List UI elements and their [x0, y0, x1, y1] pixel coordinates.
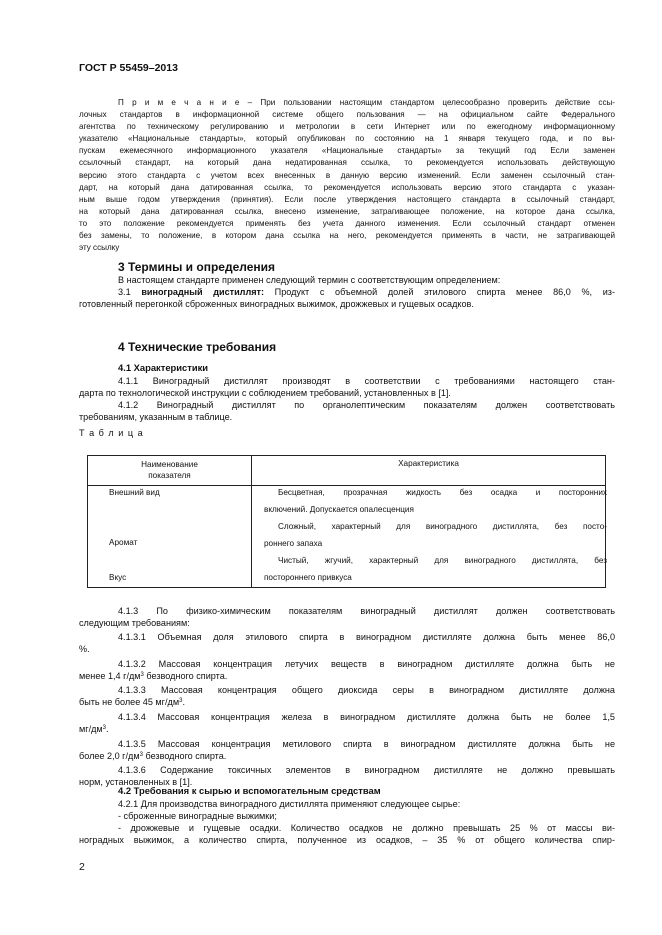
- table-caption: Т а б л и ц а: [79, 428, 144, 438]
- paragraph-line: 4.1.2 Виноградный дистиллят по органолептическим показателям должен соответствовать: [118, 400, 615, 410]
- term-definition-line: готовленный перегонкой сброженных виноградных выжимок, дрожжевых и гущевых осадков.: [79, 299, 474, 309]
- paragraph-line: %.: [79, 644, 90, 654]
- subsection-4-1-heading: 4.1 Характеристики: [118, 362, 209, 373]
- paragraph-line: 4.1.3.2 Массовая концентрация летучих веществ в виноградном дистилляте должна быть не: [118, 659, 615, 669]
- note-line: версию этого стандарта с учетом всех внесенных в данную версию изменений. Если заменен ссылочный стан-: [79, 170, 615, 180]
- characteristic-line: Чистый, жгучий, характерный для виноградного дистиллята, без: [278, 556, 607, 565]
- document-header: ГОСТ Р 55459–2013: [79, 62, 178, 74]
- indicator-name: Внешний вид: [109, 488, 160, 497]
- note-line: без замены, то положение, в котором дана ссылка на него, рекомендуется применять в части, не затрагивающей: [79, 231, 615, 241]
- characteristic-line: включений. Допускается опалесценция: [264, 505, 414, 514]
- list-item: - сброженные виноградные выжимки;: [118, 811, 277, 821]
- note-line: пускам ежемесячного информационного указателя «Национальные стандарты» за текущий год Если заменен: [79, 146, 615, 156]
- note-line: П р и м е ч а н и е – При пользовании настоящим стандартом целесообразно проверить действие ссы-: [118, 98, 615, 107]
- note-line: дарт, на который дана датированная ссылка, то рекомендуется использовать версию этого стандарта с указан-: [79, 182, 615, 192]
- paragraph-line: 4.1.3.1 Объемная доля этилового спирта в виноградном дистилляте должна быть менее 86,0: [118, 632, 615, 642]
- paragraph-line: $мг/дм^3$.: [79, 724, 109, 734]
- characteristic-line: постороннего привкуса: [264, 573, 352, 582]
- note-line: ным выше годом утверждения (принятия). Если после утверждения настоящего стандарта в ссылочный стандарт,: [79, 194, 615, 204]
- organoleptic-table: [87, 455, 606, 588]
- reference-note: [79, 97, 615, 254]
- note-line: на который дана датированная ссылка, внесено изменение, затрагивающее положение, на которое дана ссылка,: [79, 206, 615, 216]
- table-header-cell: Наименование показателя: [88, 456, 252, 486]
- note-line: ссылочный стандарт, на который дана недатированная ссылка, то рекомендуется использовать действующую: [79, 158, 615, 168]
- paragraph-line: норм, установленных в [1].: [79, 777, 193, 787]
- paragraph-line: 4.1.3.4 Массовая концентрация железа в виноградном дистилляте должна быть не более 1,5: [118, 712, 615, 722]
- section-4-2-body: [79, 798, 615, 846]
- section-4-1-body: [79, 375, 615, 423]
- paragraph-line: дарта по технологической инструкции с соблюдением требований, установленных в [1].: [79, 388, 451, 398]
- note-line: лочных стандартов в информационной системе общего пользования — на официальном сайте Федерального: [79, 110, 615, 120]
- note-line: указателю «Национальные стандарты», который опубликован по состоянию на 1 января текущего года, и по вы-: [79, 134, 615, 144]
- paragraph-line: менее 1,4 $г/дм^3$ безводного спирта.: [79, 671, 228, 681]
- indicator-name: Вкус: [109, 573, 127, 582]
- table-row: [88, 486, 606, 588]
- section-3-heading: 3 Термины и определения: [118, 260, 276, 274]
- indicator-name: Аромат: [109, 538, 138, 547]
- table-header-cell: Характеристика: [252, 456, 606, 486]
- paragraph-line: следующим требованиям:: [79, 618, 190, 628]
- note-line: агентства по техническому регулированию и метрологии в сети Интернет или по ежегодному информационному: [79, 122, 615, 132]
- paragraph-line: 4.1.3.6 Содержание токсичных элементов в виноградном дистилляте не должно превышать: [118, 765, 615, 775]
- list-item: - дрожжевые и гущевые осадки. Количество осадков не должно превышать 25 % от массы ви-: [118, 823, 615, 833]
- section-3-body: [79, 274, 615, 310]
- paragraph-line: требованиям, указанным в таблице.: [79, 412, 233, 422]
- section-4-heading: 4 Технические требования: [118, 340, 277, 354]
- table-header-row: [88, 456, 606, 486]
- table-cell-characteristic: [252, 486, 606, 588]
- paragraph-line: 4.1.3.5 Массовая концентрация метилового спирта в виноградном дистилляте должна быть не: [118, 739, 615, 749]
- section-3-intro: В настоящем стандарте применен следующий термин с соответствующим определением:: [118, 275, 501, 285]
- paragraph-line: 4.1.1 Виноградный дистиллят производят в соответствии с требованиями настоящего стан-: [118, 376, 615, 386]
- paragraph-line: 4.1.3 По физико-химическим показателям виноградный дистиллят должен соответствовать: [118, 606, 615, 616]
- note-line: эту ссылку: [79, 243, 120, 253]
- term-name: виноградный дистиллят:: [141, 287, 265, 297]
- section-4-1-3-body: [79, 605, 615, 788]
- table-cell-indicator: [88, 486, 252, 588]
- subsection-4-2-heading: 4.2 Требования к сырью и вспомогательным средствам: [118, 785, 381, 796]
- characteristic-line: Сложный, характерный для виноградного дистиллята, без посто-: [278, 522, 607, 531]
- paragraph-line: 4.2.1 Для производства виноградного дистиллята применяют следующее сырье:: [118, 799, 461, 809]
- characteristic-line: Бесцветная, прозрачная жидкость без осадка и посторонних: [278, 488, 607, 497]
- page-number: 2: [79, 861, 85, 873]
- paragraph-line: быть не более 45 $мг/дм^3$.: [79, 697, 185, 707]
- characteristic-line: роннего запаха: [264, 539, 323, 548]
- note-line: то это положение рекомендуется применять без учета данного изменения. Если ссылочный стандарт отменен: [79, 218, 615, 228]
- term-definition-line: 3.1 виноградный дистиллят: Продукт с объемной долей этилового спирта менее 86,0 %, из-: [118, 287, 615, 297]
- paragraph-line: 4.1.3.3 Массовая концентрация общего диоксида серы в виноградном дистилляте должна: [118, 685, 615, 695]
- list-item-continuation: ноградных выжимок, а количество спирта, полученное из осадков, – 35 % от общего количества спир-: [79, 835, 615, 845]
- paragraph-line: более 2,0 $г/дм^3$ безводного спирта.: [79, 751, 227, 761]
